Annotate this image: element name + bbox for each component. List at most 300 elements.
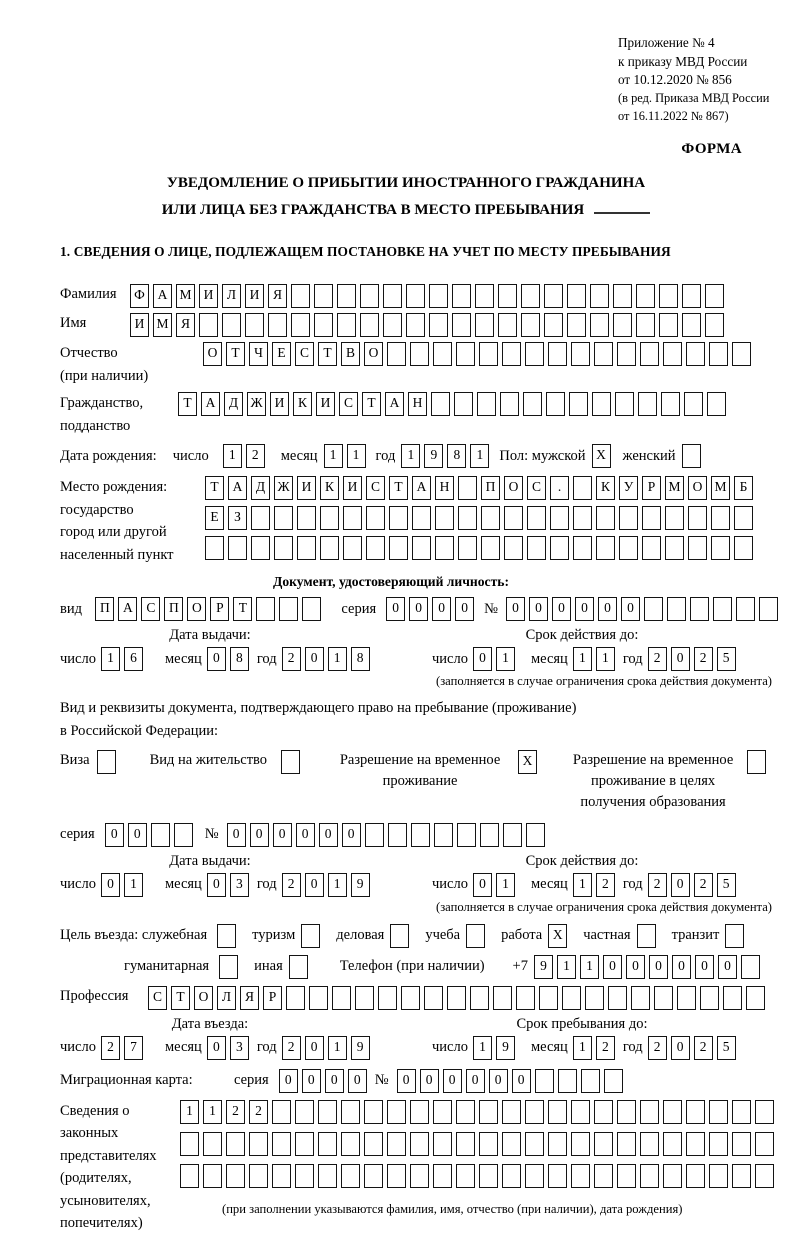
char-cell[interactable] [180,1132,199,1156]
char-cell[interactable]: 0 [397,1069,416,1093]
char-cell[interactable]: 9 [534,955,553,979]
char-cell[interactable]: 1 [124,873,143,897]
char-cell[interactable]: 0 [273,823,292,847]
char-cell[interactable] [343,506,362,530]
char-cell[interactable]: С [148,986,167,1010]
char-cell[interactable]: И [316,392,335,416]
char-cell[interactable]: 6 [124,647,143,671]
char-cell[interactable] [174,823,193,847]
char-cell[interactable] [677,986,696,1010]
char-cell[interactable]: 0 [302,1069,321,1093]
char-cell[interactable] [199,313,218,337]
char-cell[interactable] [546,392,565,416]
char-cell[interactable]: 1 [557,955,576,979]
char-cell[interactable] [661,392,680,416]
char-cell[interactable]: Т [318,342,337,366]
char-cell[interactable] [521,284,540,308]
char-cell[interactable]: Ч [249,342,268,366]
char-cell[interactable]: Д [224,392,243,416]
char-cell[interactable]: Я [176,313,195,337]
char-cell[interactable]: 8 [351,647,370,671]
char-cell[interactable] [219,955,238,979]
char-cell[interactable]: 5 [717,647,736,671]
char-cell[interactable] [480,823,499,847]
char-cell[interactable] [498,284,517,308]
char-cell[interactable] [663,1132,682,1156]
char-cell[interactable]: 0 [552,597,571,621]
char-cell[interactable] [320,506,339,530]
char-cell[interactable]: Р [210,597,229,621]
char-cell[interactable] [387,1164,406,1188]
char-cell[interactable] [318,1132,337,1156]
char-cell[interactable] [709,342,728,366]
char-cell[interactable] [619,536,638,560]
char-cell[interactable] [663,1100,682,1124]
char-cell[interactable] [289,955,308,979]
char-cell[interactable]: 5 [717,873,736,897]
char-cell[interactable]: 0 [473,873,492,897]
char-cell[interactable] [523,392,542,416]
char-cell[interactable]: Т [362,392,381,416]
char-cell[interactable] [539,986,558,1010]
char-cell[interactable] [571,1100,590,1124]
char-cell[interactable] [343,536,362,560]
char-cell[interactable] [571,1132,590,1156]
char-cell[interactable]: Я [268,284,287,308]
char-cell[interactable]: И [130,313,149,337]
char-cell[interactable] [686,1164,705,1188]
char-cell[interactable] [525,1164,544,1188]
char-cell[interactable] [686,342,705,366]
char-cell[interactable]: 0 [455,597,474,621]
char-cell[interactable] [732,1132,751,1156]
char-cell[interactable] [378,986,397,1010]
char-cell[interactable] [411,823,430,847]
char-cell[interactable]: 0 [473,647,492,671]
char-cell[interactable]: А [385,392,404,416]
char-cell[interactable]: 0 [603,955,622,979]
char-cell[interactable] [640,1132,659,1156]
char-cell[interactable] [435,536,454,560]
char-cell[interactable]: 2 [648,647,667,671]
char-cell[interactable] [477,392,496,416]
char-cell[interactable]: Ж [274,476,293,500]
char-cell[interactable] [301,924,320,948]
char-cell[interactable] [281,750,300,774]
char-cell[interactable] [548,1100,567,1124]
char-cell[interactable] [617,1164,636,1188]
char-cell[interactable] [151,823,170,847]
char-cell[interactable]: С [366,476,385,500]
char-cell[interactable] [709,1100,728,1124]
char-cell[interactable] [682,284,701,308]
char-cell[interactable]: 0 [598,597,617,621]
char-cell[interactable] [456,1132,475,1156]
char-cell[interactable] [341,1100,360,1124]
char-cell[interactable]: З [228,506,247,530]
char-cell[interactable] [479,1100,498,1124]
char-cell[interactable]: Б [734,476,753,500]
char-cell[interactable]: 2 [648,873,667,897]
char-cell[interactable] [736,597,755,621]
char-cell[interactable] [364,1132,383,1156]
char-cell[interactable] [295,1164,314,1188]
char-cell[interactable] [272,1100,291,1124]
char-cell[interactable]: 0 [621,597,640,621]
char-cell[interactable]: 0 [649,955,668,979]
char-cell[interactable] [434,823,453,847]
char-cell[interactable]: 0 [207,1036,226,1060]
char-cell[interactable] [272,1132,291,1156]
char-cell[interactable] [604,1069,623,1093]
char-cell[interactable]: 1 [328,873,347,897]
char-cell[interactable] [686,1132,705,1156]
char-cell[interactable] [590,313,609,337]
char-cell[interactable] [447,986,466,1010]
char-cell[interactable]: 0 [101,873,120,897]
char-cell[interactable] [452,284,471,308]
char-cell[interactable]: 0 [466,1069,485,1093]
char-cell[interactable] [452,313,471,337]
char-cell[interactable] [527,506,546,530]
char-cell[interactable] [479,1164,498,1188]
char-cell[interactable]: 3 [230,873,249,897]
char-cell[interactable]: 0 [409,597,428,621]
char-cell[interactable] [493,986,512,1010]
char-cell[interactable]: Н [408,392,427,416]
char-cell[interactable]: 0 [420,1069,439,1093]
char-cell[interactable]: 0 [305,873,324,897]
char-cell[interactable] [644,597,663,621]
char-cell[interactable]: О [364,342,383,366]
char-cell[interactable] [544,284,563,308]
char-cell[interactable]: О [194,986,213,1010]
char-cell[interactable] [406,313,425,337]
char-cell[interactable] [365,823,384,847]
char-cell[interactable]: 1 [401,444,420,468]
char-cell[interactable]: 0 [128,823,147,847]
char-cell[interactable] [654,986,673,1010]
char-cell[interactable] [642,506,661,530]
char-cell[interactable] [667,597,686,621]
char-cell[interactable] [617,1100,636,1124]
char-cell[interactable]: 0 [279,1069,298,1093]
char-cell[interactable] [249,1132,268,1156]
char-cell[interactable] [389,506,408,530]
char-cell[interactable] [640,1164,659,1188]
char-cell[interactable] [571,1164,590,1188]
char-cell[interactable] [617,1132,636,1156]
char-cell[interactable]: 1 [470,444,489,468]
char-cell[interactable] [525,1132,544,1156]
char-cell[interactable] [226,1164,245,1188]
char-cell[interactable] [226,1132,245,1156]
char-cell[interactable] [640,342,659,366]
char-cell[interactable]: 0 [529,597,548,621]
char-cell[interactable]: Л [217,986,236,1010]
char-cell[interactable] [433,342,452,366]
char-cell[interactable]: 1 [596,647,615,671]
char-cell[interactable] [295,1100,314,1124]
char-cell[interactable]: 9 [424,444,443,468]
char-cell[interactable]: 0 [296,823,315,847]
char-cell[interactable] [291,313,310,337]
char-cell[interactable] [711,506,730,530]
char-cell[interactable] [544,313,563,337]
char-cell[interactable]: А [201,392,220,416]
char-cell[interactable]: 9 [351,1036,370,1060]
char-cell[interactable]: И [199,284,218,308]
char-cell[interactable]: 1 [180,1100,199,1124]
char-cell[interactable]: 0 [672,955,691,979]
char-cell[interactable] [636,313,655,337]
char-cell[interactable]: 0 [207,873,226,897]
char-cell[interactable] [314,313,333,337]
char-cell[interactable] [594,1100,613,1124]
char-cell[interactable] [364,1100,383,1124]
char-cell[interactable] [521,313,540,337]
char-cell[interactable]: Т [233,597,252,621]
char-cell[interactable]: М [153,313,172,337]
char-cell[interactable] [435,506,454,530]
char-cell[interactable] [286,986,305,1010]
char-cell[interactable] [525,1100,544,1124]
char-cell[interactable]: Р [642,476,661,500]
char-cell[interactable] [366,506,385,530]
char-cell[interactable] [705,313,724,337]
char-cell[interactable] [659,313,678,337]
char-cell[interactable]: П [164,597,183,621]
char-cell[interactable] [571,342,590,366]
char-cell[interactable] [663,342,682,366]
char-cell[interactable]: Т [389,476,408,500]
char-cell[interactable] [251,536,270,560]
char-cell[interactable]: С [295,342,314,366]
char-cell[interactable] [457,823,476,847]
char-cell[interactable]: У [619,476,638,500]
char-cell[interactable] [503,823,522,847]
char-cell[interactable] [594,342,613,366]
char-cell[interactable] [665,536,684,560]
char-cell[interactable]: 0 [671,873,690,897]
char-cell[interactable]: К [596,476,615,500]
char-cell[interactable] [458,506,477,530]
char-cell[interactable]: 0 [250,823,269,847]
char-cell[interactable]: С [527,476,546,500]
char-cell[interactable] [366,536,385,560]
char-cell[interactable]: 0 [506,597,525,621]
char-cell[interactable] [387,1100,406,1124]
char-cell[interactable] [412,506,431,530]
char-cell[interactable] [454,392,473,416]
char-cell[interactable]: 2 [596,873,615,897]
char-cell[interactable]: И [270,392,289,416]
char-cell[interactable]: Я [240,986,259,1010]
char-cell[interactable]: 1 [328,1036,347,1060]
char-cell[interactable] [433,1164,452,1188]
char-cell[interactable]: И [297,476,316,500]
char-cell[interactable] [558,1069,577,1093]
char-cell[interactable] [527,536,546,560]
char-cell[interactable] [466,924,485,948]
char-cell[interactable]: 1 [496,647,515,671]
char-cell[interactable] [690,597,709,621]
char-cell[interactable]: 0 [325,1069,344,1093]
char-cell[interactable]: 8 [230,647,249,671]
char-cell[interactable] [637,924,656,948]
char-cell[interactable]: 0 [342,823,361,847]
char-cell[interactable] [755,1132,774,1156]
char-cell[interactable]: А [118,597,137,621]
char-cell[interactable] [228,536,247,560]
char-cell[interactable]: И [343,476,362,500]
char-cell[interactable]: 1 [328,647,347,671]
char-cell[interactable]: 7 [124,1036,143,1060]
char-cell[interactable] [725,924,744,948]
char-cell[interactable] [456,1100,475,1124]
char-cell[interactable] [615,392,634,416]
char-cell[interactable]: 0 [695,955,714,979]
char-cell[interactable] [640,1100,659,1124]
char-cell[interactable]: 0 [512,1069,531,1093]
char-cell[interactable] [390,924,409,948]
char-cell[interactable] [548,1132,567,1156]
char-cell[interactable]: 1 [101,647,120,671]
char-cell[interactable]: 0 [305,1036,324,1060]
char-cell[interactable] [613,284,632,308]
char-cell[interactable]: 0 [105,823,124,847]
char-cell[interactable] [711,536,730,560]
char-cell[interactable] [433,1132,452,1156]
char-cell[interactable] [732,1164,751,1188]
char-cell[interactable]: . [550,476,569,500]
char-cell[interactable] [383,313,402,337]
char-cell[interactable] [433,1100,452,1124]
char-cell[interactable]: 1 [223,444,242,468]
char-cell[interactable]: А [153,284,172,308]
char-cell[interactable] [550,536,569,560]
char-cell[interactable] [429,284,448,308]
char-cell[interactable] [245,313,264,337]
char-cell[interactable] [747,750,766,774]
char-cell[interactable]: 2 [282,647,301,671]
char-cell[interactable] [709,1164,728,1188]
char-cell[interactable] [567,313,586,337]
char-cell[interactable] [688,506,707,530]
char-cell[interactable]: 2 [282,873,301,897]
char-cell[interactable] [502,342,521,366]
char-cell[interactable]: Е [272,342,291,366]
char-cell[interactable] [279,597,298,621]
char-cell[interactable]: 2 [282,1036,301,1060]
char-cell[interactable] [594,1132,613,1156]
char-cell[interactable] [684,392,703,416]
char-cell[interactable] [592,392,611,416]
char-cell[interactable]: 2 [648,1036,667,1060]
char-cell[interactable]: П [95,597,114,621]
char-cell[interactable]: 5 [717,1036,736,1060]
char-cell[interactable]: И [245,284,264,308]
char-cell[interactable]: 2 [694,647,713,671]
char-cell[interactable] [314,284,333,308]
char-cell[interactable]: 2 [249,1100,268,1124]
char-cell[interactable]: В [341,342,360,366]
char-cell[interactable] [594,1164,613,1188]
char-cell[interactable] [295,1132,314,1156]
char-cell[interactable] [502,1100,521,1124]
char-cell[interactable]: 1 [496,873,515,897]
char-cell[interactable] [410,1100,429,1124]
char-cell[interactable]: 2 [246,444,265,468]
char-cell[interactable] [663,1164,682,1188]
char-cell[interactable]: С [141,597,160,621]
char-cell[interactable] [567,284,586,308]
char-cell[interactable] [355,986,374,1010]
char-cell[interactable]: М [665,476,684,500]
char-cell[interactable]: 0 [432,597,451,621]
char-cell[interactable]: Е [205,506,224,530]
char-cell[interactable] [360,284,379,308]
char-cell[interactable] [700,986,719,1010]
char-cell[interactable] [456,1164,475,1188]
char-cell[interactable] [596,536,615,560]
char-cell[interactable]: 0 [348,1069,367,1093]
char-cell[interactable] [456,342,475,366]
char-cell[interactable]: 1 [473,1036,492,1060]
char-cell[interactable] [429,313,448,337]
char-cell[interactable] [302,597,321,621]
char-cell[interactable] [759,597,778,621]
char-cell[interactable]: Л [222,284,241,308]
char-cell[interactable]: 1 [573,873,592,897]
char-cell[interactable]: 1 [203,1100,222,1124]
char-cell[interactable]: К [293,392,312,416]
char-cell[interactable] [713,597,732,621]
char-cell[interactable] [631,986,650,1010]
char-cell[interactable] [410,1164,429,1188]
char-cell[interactable] [573,476,592,500]
char-cell[interactable] [470,986,489,1010]
char-cell[interactable] [569,392,588,416]
char-cell[interactable] [291,284,310,308]
char-cell[interactable] [682,313,701,337]
char-cell[interactable] [688,536,707,560]
char-cell[interactable] [686,1100,705,1124]
char-cell[interactable] [180,1164,199,1188]
char-cell[interactable] [320,536,339,560]
char-cell[interactable] [502,1164,521,1188]
char-cell[interactable] [755,1164,774,1188]
char-cell[interactable] [360,313,379,337]
char-cell[interactable] [337,284,356,308]
char-cell[interactable] [504,536,523,560]
char-cell[interactable] [205,536,224,560]
char-cell[interactable] [251,506,270,530]
char-cell[interactable] [481,506,500,530]
char-cell[interactable]: 2 [694,1036,713,1060]
char-cell[interactable] [388,823,407,847]
char-cell[interactable] [479,1132,498,1156]
char-cell[interactable] [268,313,287,337]
char-cell[interactable]: 2 [694,873,713,897]
char-cell[interactable]: Т [171,986,190,1010]
char-cell[interactable] [590,284,609,308]
char-cell[interactable]: 9 [351,873,370,897]
char-cell[interactable] [732,1100,751,1124]
char-cell[interactable]: 2 [226,1100,245,1124]
char-cell[interactable] [707,392,726,416]
char-cell[interactable] [364,1164,383,1188]
